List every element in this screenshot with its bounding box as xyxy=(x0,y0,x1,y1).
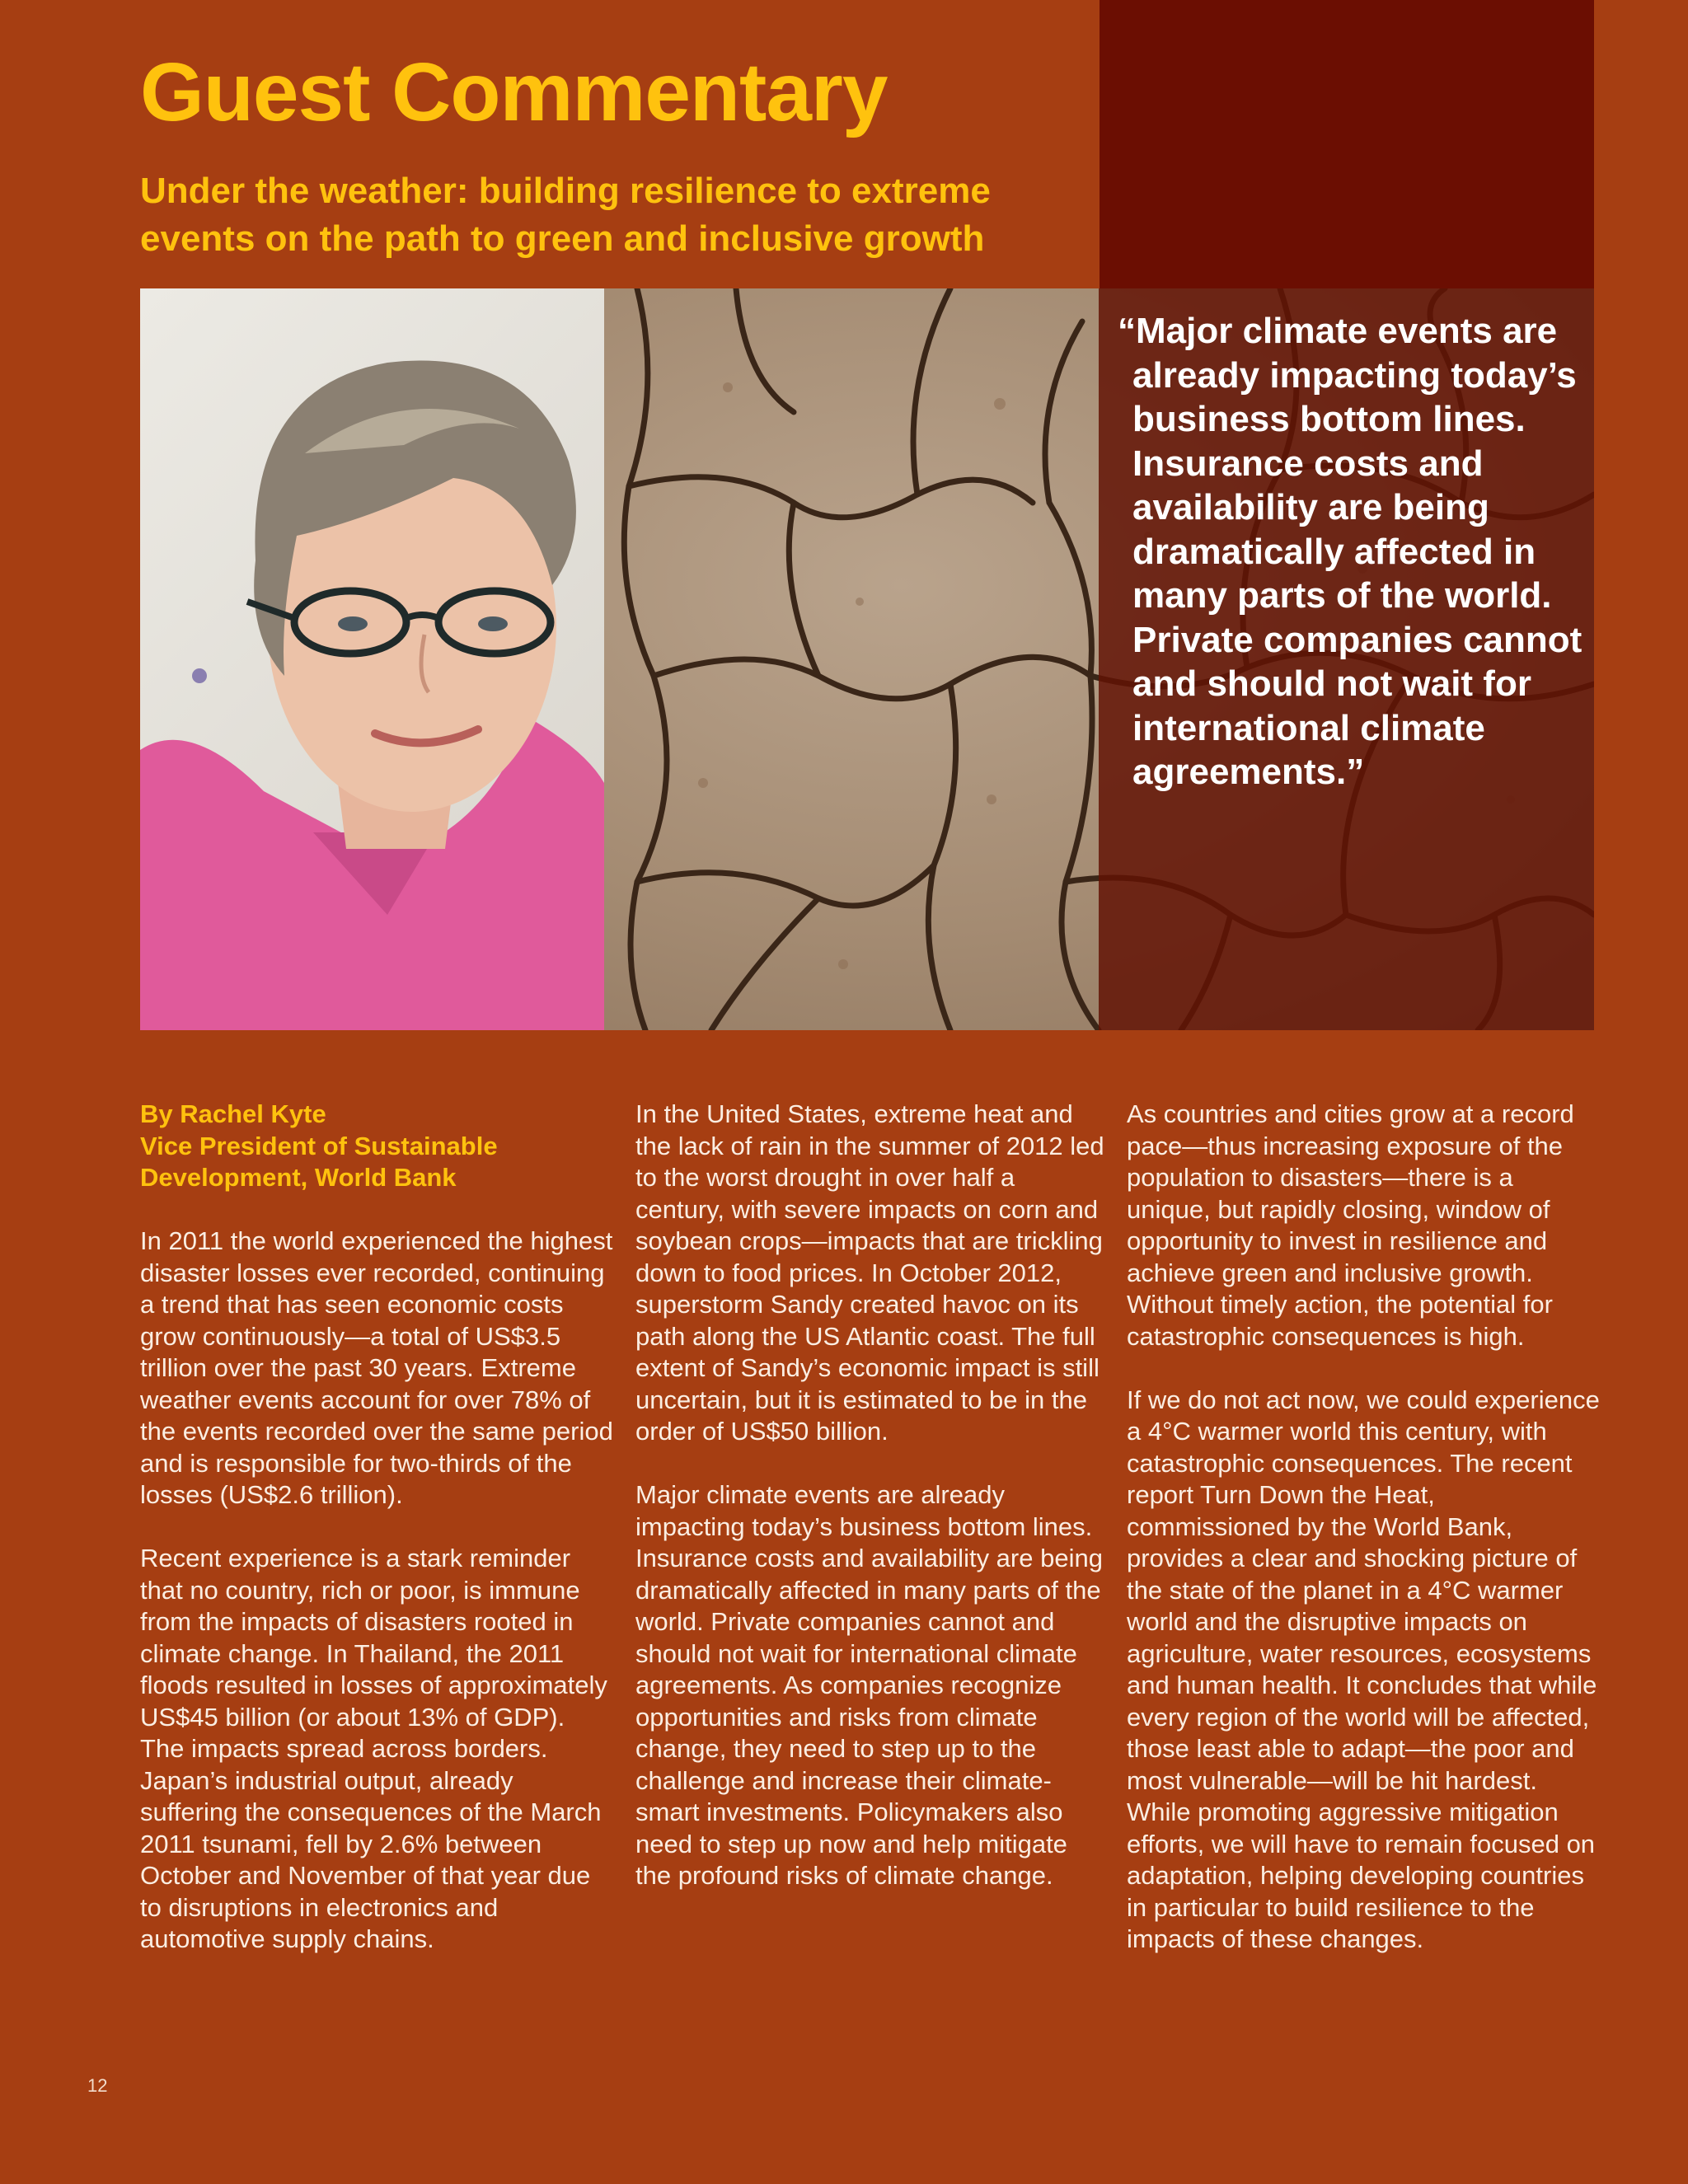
article-column-3 xyxy=(1127,1099,1601,1987)
article-column-2 xyxy=(635,1099,1109,1924)
page-title: Guest Commentary xyxy=(140,46,888,138)
paragraph: Recent experience is a stark reminder that no country, rich or poor, is immune from the impacts of disasters rooted in climate change. In Thailand, the 2011 floods resulted in losses of approximately US$45 billion (or about 13% of GDP). The impacts spread across borders. Japan’s industrial output, already suffering the consequences of the March 2011 tsunami, fell by 2.6% between October and November of that year due to disruptions in electronics and automotive supply chains. xyxy=(140,1544,607,1953)
byline-author: By Rachel Kyte xyxy=(140,1099,326,1128)
dark-header-band xyxy=(1100,0,1594,297)
portrait-illustration xyxy=(140,288,604,1030)
byline-role-line-1: Vice President of Sustainable xyxy=(140,1131,498,1160)
paragraph: As countries and cities grow at a record pace—thus increasing exposure of the population to disasters—there is a unique, but rapidly closing, window of opportunity to invest in resilience and achieve green and inclusive growth. Without timely action, the potential for catastrophic consequences is high. xyxy=(1127,1099,1574,1351)
page-subtitle: Under the weather: building resilience to extreme events on the path to green and inclusive growth xyxy=(140,171,991,259)
author-portrait-photo xyxy=(140,288,604,1030)
paragraph: In the United States, extreme heat and the lack of rain in the summer of 2012 led to the worst drought in over half a century, with severe impacts on corn and soybean crops—impacts that are trickling down to food prices. In October 2012, superstorm Sandy created havoc on its path along the US Atlantic coast. The full extent of Sandy’s economic impact is still uncertain, but it is estimated to be in the order of US$50 billion. xyxy=(635,1099,1104,1446)
byline xyxy=(140,1099,614,1194)
paragraph: If we do not act now, we could experience a 4°C warmer world this century, with catastrophic consequences. The recent report Turn Down the Heat, commissioned by the World Bank, provides a clear and shocking picture of the state of the planet in a 4°C warmer world and the disruptive impacts on agriculture, water resources, ecosystems and human health. It concludes that while every region of the world will be affected, those least able to adapt—the poor and most vulnerable—will be hit hardest. While promoting aggressive mitigation efforts, we will have to remain focused on adaptation, helping developing countries in particular to build resilience to the impacts of these changes. xyxy=(1127,1385,1600,1953)
pull-quote: “Major climate events are already impacting today’s business bottom lines. Insurance costs and availability are being dramatically affected in many parts of the world. Private companies cannot and should not wait for international climate agreements.” xyxy=(1118,311,1582,792)
paragraph: In 2011 the world experienced the highest disaster losses ever recorded, continuing a trend that has seen economic costs grow continuously—a total of US$3.5 trillion over the past 30 years. Extreme weather events account for over 78% of the events recorded over the same period and is responsible for two-thirds of the losses (US$2.6 trillion). xyxy=(140,1226,613,1509)
byline-role-line-2: Development, World Bank xyxy=(140,1163,457,1192)
paragraph: Major climate events are already impacting today’s business bottom lines. Insurance costs and availability are being dramatically affected in many parts of the world. Private companies cannot and should not wait for international climate agreements. As companies recognize opportunities and risks from climate change, they need to step up to the challenge and increase their climate-smart investments. Policymakers also need to step up now and help mitigate the profound risks of climate change. xyxy=(635,1480,1103,1890)
page-number: 12 xyxy=(87,2075,108,2096)
article-column-1 xyxy=(140,1099,614,1987)
